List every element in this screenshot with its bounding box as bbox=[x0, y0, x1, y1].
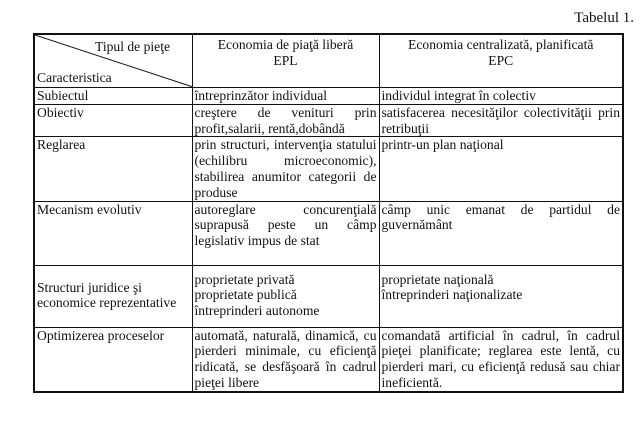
header-market-type: Tipul de pieţe bbox=[95, 39, 171, 54]
row-epl-cell: autoreglare concurenţială suprapusă peste un câmp legislativ impus de stat bbox=[192, 201, 379, 265]
header-epl bbox=[192, 34, 379, 88]
header-epl-title: Economia de piaţă liberă bbox=[217, 37, 354, 52]
row-epc-cell: proprietate naţională întreprinderi naţionalizate bbox=[379, 265, 623, 327]
row-label: Subiectul bbox=[34, 88, 192, 105]
table-row bbox=[34, 265, 623, 327]
row-label: Mecanism evolutiv bbox=[34, 201, 192, 265]
table-caption: Tabelul 1. bbox=[574, 10, 634, 26]
header-epc-title: Economia centralizată, planificată bbox=[408, 37, 594, 52]
row-epc-cell: câmp unic emanat de partidul de guvernământ bbox=[379, 201, 623, 265]
row-label: Obiectiv bbox=[34, 104, 192, 137]
row-label: Reglarea bbox=[34, 137, 192, 201]
row-epc-cell: individul integrat în colectiv bbox=[379, 88, 623, 105]
comparison-table bbox=[33, 33, 624, 393]
row-epc-cell: satisfacerea necesităţilor colectivităţii prin retribuţii bbox=[379, 104, 623, 137]
row-label: Optimizerea proceselor bbox=[34, 327, 192, 392]
header-characteristic: Caracteristica bbox=[37, 70, 112, 86]
header-epc-abbr: EPC bbox=[488, 52, 514, 68]
row-epl-cell: prin structuri, intervenţia statului (echilibru microeconomic), stabilirea anumitor categorii de produse bbox=[192, 137, 379, 201]
table-row bbox=[34, 201, 623, 265]
header-epl-abbr: EPL bbox=[273, 52, 298, 68]
row-label: Structuri juridice şi economice reprezentative bbox=[34, 265, 192, 327]
table-row bbox=[34, 104, 623, 137]
table-row bbox=[34, 327, 623, 392]
row-epl-cell: creştere de venituri prin profit,salarii, rentă,dobândă bbox=[192, 104, 379, 137]
table-row bbox=[34, 137, 623, 201]
table-header-row bbox=[34, 34, 623, 88]
row-epc-cell: printr-un plan naţional bbox=[379, 137, 623, 201]
table-row bbox=[34, 88, 623, 105]
diagonal-header-cell bbox=[34, 34, 192, 88]
row-epl-cell: întreprinzător individual bbox=[192, 88, 379, 105]
row-epl-cell: proprietate privată proprietate publică întreprinderi autonome bbox=[192, 265, 379, 327]
header-epc bbox=[379, 34, 623, 88]
row-epc-cell: comandată artificial în cadrul, în cadrul pieţei planificate; reglarea este lentă, cu pierderi mari, cu eficienţă redusă sau chiar ineficientă. bbox=[379, 327, 623, 392]
row-epl-cell: automată, naturală, dinamică, cu pierderi minimale, cu eficienţă ridicată, se desfăşoară în cadrul pieţei libere bbox=[192, 327, 379, 392]
